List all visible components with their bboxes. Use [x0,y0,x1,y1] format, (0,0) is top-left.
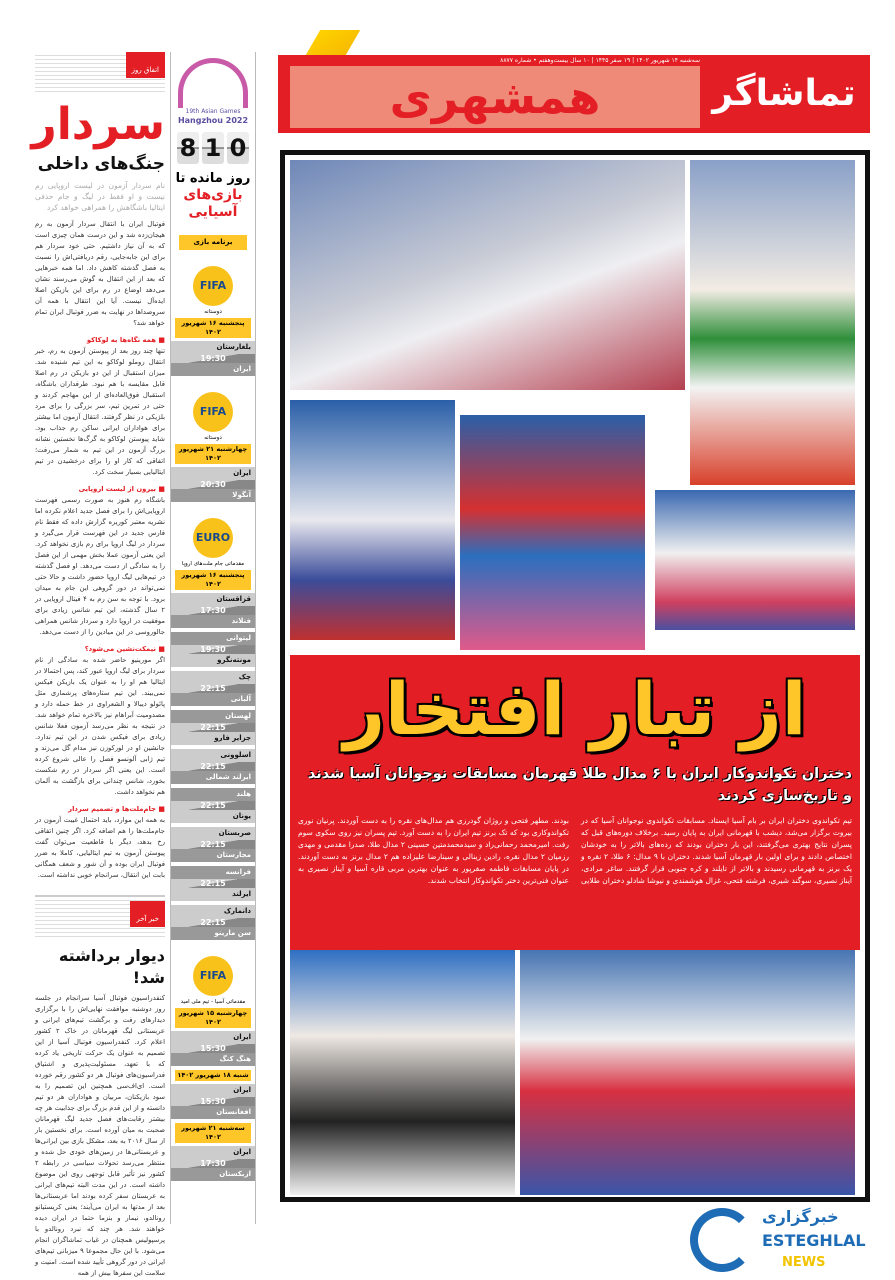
away-team: سن مارینو [171,927,255,940]
match-time: 17:30 [171,1159,255,1168]
dateline: سه‌شنبه ۱۴ شهریور ۱۴۰۲ | ۱۹ صفر ۱۴۴۵ | ۱۰ سال بیست‌وهفتم • شماره ۸۸۷۷ [500,57,700,64]
match-item [171,1031,255,1066]
away-team: مجارستان [171,849,255,862]
match-item [171,1146,255,1181]
away-team: ایران [171,363,255,376]
article-intro: فوتبال ایران با انتقال سردار آزمون به رم هیجان‌زده شد و این درست همان چیزی است که به آن نیاز داشتیم. حتی خود سردار هم برای این جابه‌جایی، رقم دریافتی‌اش را نسبت به فصل گذشته کاهش داد. اما همه خبرهایی که بعد از این انتقال به گوش می‌رسند نشان می‌دهد اوضاع در رم برای این بازیکن اصلا ایده‌آل نیست. آیا این انتقال با همه آن سروصداها در نهایت به ضرر فوتبال ایران تمام خواهد شد؟ [35,220,165,327]
match-date: شنبه ۱۸ شهریور ۱۴۰۲ [175,1070,251,1081]
match-item [171,788,255,823]
photo-team [290,160,685,390]
match-date: پنجشنبه ۱۶ شهریور ۱۴۰۲ [175,570,251,590]
away-team: ایرلند [171,888,255,901]
program-label: برنامه بازی [179,235,247,250]
countdown-line1: روز مانده تا [175,171,251,186]
digit: 0 [227,132,249,164]
match-time: 17:30 [171,606,255,615]
article-subtitle: جنگ‌های داخلی [37,154,165,174]
away-team: جزایر فارو [171,732,255,745]
match-date: چهارشنبه ۲۱ شهریور ۱۴۰۲ [175,444,251,464]
ball-icon [690,1208,754,1272]
match-time: 22:15 [171,684,255,693]
newspaper-logo: همشهری [290,66,700,128]
kicker-bar [35,52,165,92]
photo-flag [690,160,855,485]
home-team: صربستان [171,827,255,840]
match-date: چهارشنبه ۱۵ شهریور ۱۴۰۲ [175,1008,251,1028]
home-team: چک [171,671,255,684]
away-team: ایرلند شمالی [171,771,255,784]
home-team: فرانسه [171,866,255,879]
photo-celebration [290,400,455,640]
competition-logo: FIFA [193,392,233,432]
home-team: ایران [171,1031,255,1044]
section-body: به همه این موارد، باید احتمال غیبت آزمون در جام‌ملت‌ها را هم اضافه کرد. اگر چنین اتفاقی رخ بدهد، دیگر با قاطعیت می‌توان گفت پیوستن آزمون به تیم ایتالیایی، کاملا به ضرر فوتبال ایران بوده و آن شور و شعف همگانی بابت این انتقال، سرانجام خوبی نداشته است. [35,816,165,879]
kicker-bar-2 [35,895,165,939]
asian-games-logo [178,58,248,108]
digit: 1 [202,132,224,164]
headline: از تبار افتخار [343,667,807,751]
photo-handshake [655,490,855,630]
away-team: افغانستان [171,1106,255,1119]
match-time: 22:15 [171,879,255,888]
match-item [171,593,255,628]
subheadline: دختران تکواندوکار ایران با ۶ مدال طلا قهرمان مسابقات نوجوانان آسیا شدند و تاریخ‌سازی کردند [307,766,852,804]
countdown-digits [171,132,255,164]
home-team: هلند [171,788,255,801]
match-item [171,905,255,940]
match-time: 22:15 [171,801,255,810]
away-team: ازبکستان [171,1168,255,1181]
away-team: آلبانی [171,693,255,706]
home-team: بلغارستان [171,341,255,354]
home-team: قزاقستان [171,593,255,606]
brand-logo: تماشاگر [712,73,856,114]
schedule-column [170,52,256,1224]
match-item [171,749,255,784]
home-team: ایران [171,1084,255,1097]
match-time: 19:30 [171,645,255,654]
left-column [31,52,165,1279]
watermark-news: NEWS [782,1255,826,1270]
match-item [171,1084,255,1119]
match-item [171,467,255,502]
main-lede: تیم تکواندوی دختران ایران بر بام آسیا ایستاد. مسابقات تکواندوی نوجوانان آسیا که در بیروت برگزار می‌شد، دیشب با قهرمانی ایران به پایان رسید. برخلاف دوره‌های قبل که پسران نتایج بهتری می‌گرفتند، این بار دختران بودند که رده‌های بالاتر را به خودشان اختصاص دادند و برای اولین بار قهرمان آسیا شدند. دختران با ۹ مدال: ۶ طلا، ۲ نقره و یک برنز به قهرمانی رسیدند و بالاتر از تایلند و کره جنوبی قرار گرفتند. ساغر مرادی، آیناز نصیری، سوگند شیری، فرشته فتحی، غزال هوشمندی و نیوشا شادلو دختران طلایی بودند. مطهر فتحی و روژان گودرزی هم مدال‌های نقره را به دست آوردند. پرنیان نوری تکواندوکاری بود که تک برنز تیم ایران را به دست آورد. تیم پسران نیز روی سکوی سوم رفت. امیرمحمد رحمانی‌راد و سیدمحمدمتین حسینی ۲ مدال طلا، صدرا مقدمی و مهدی رزمیان ۲ مدال نقره، رادین زینالی و سینارضا علیزاده هم ۲ مدال برنز به دست آوردند. در پایان مسابقات فاطمه صفرپور به عنوان بهترین مربی قاره آسیا و آیناز نصیری به عنوان فنی‌ترین دختر تکواندوکار انتخاب شدند. [298,816,852,885]
section-head: ■ جام‌ملت‌ها و تصمیم سردار [35,804,165,815]
home-team: لیتوانی [171,632,255,645]
competition-title: دوستانه [204,309,222,315]
section-head: ■ بیرون از لیست اروپایی [35,484,165,495]
home-team: ایران [171,467,255,480]
competition-title: مقدماتی جام ملت‌های اروپا [181,561,245,567]
away-team: هنگ کنگ [171,1053,255,1066]
asian-games-label: 19th Asian Games Hangzhou 2022 [177,108,249,125]
match-item [171,632,255,667]
section-head: ■ همه نگاه‌ها به لوکاکو [35,335,165,346]
countdown-line2: بازی‌های آسیایی [183,187,243,220]
competition-title: مقدماتی آسیا - تیم ملی امید [180,999,246,1005]
match-time: 19:30 [171,354,255,363]
photo-hug [460,415,645,650]
home-team: لهستان [171,710,255,723]
match-time: 22:15 [171,840,255,849]
watermark-logo [690,1206,870,1276]
watermark-en: ESTEGHLAL [762,1231,866,1250]
match-date: پنجشنبه ۱۶ شهریور ۱۴۰۲ [175,318,251,338]
digit: 8 [177,132,199,164]
home-team: دانمارک [171,905,255,918]
competition-logo: FIFA [193,956,233,996]
match-item [171,341,255,376]
kicker: اتفاق روز [126,52,165,78]
masthead [278,55,870,133]
match-time: 20:30 [171,480,255,489]
match-time: 22:15 [171,723,255,732]
section-body: اگر مورینیو حاضر شده به سادگی از نام سردار برای لیگ اروپا عبور کند، پس احتمالا در ایتالیا هم او را به عنوان یک بازیکن فیکس نمی‌بیند. این تیم ستاره‌های پرشماری مثل پائولو دیبالا و الشعراوی در خط حمله دارد و مصدومیت آبراهام نیز بالاخره تمام خواهد شد. در نتیجه به نظر می‌رسد آزمون فعلا شانس زیادی برای فیکس شدن در این تیم ندارد. جانشین او در لورکوزن نیز مدام گل می‌زند و تیم ژابی آلونسو فصل را عالی شروع کرده است. این یعنی اگر سردار در رم شکست بخورد، شانس چندانی برای بازگشت به آلمان هم نخواهد داشت. [35,656,165,796]
competition-title: دوستانه [204,435,222,441]
home-team: ایران [171,1146,255,1159]
match-time: 15:30 [171,1044,255,1053]
watermark-fa: خبرگزاری [762,1207,839,1226]
home-team: اسلوونی [171,749,255,762]
article-lede: نام سردار آزمون در لیست اروپایی رم نیست و او فقط در لیگ و جام حذفی ایتالیا باشگاهش را همراهی خواهد کرد [35,181,165,212]
match-date: سه‌شنبه ۲۱ شهریور ۱۴۰۲ [175,1123,251,1143]
away-team: مونته‌نگرو [171,654,255,667]
kicker-2: خبر آخر [130,901,165,927]
away-team: آنگولا [171,489,255,502]
photo-winner [520,935,855,1195]
match-item [171,710,255,745]
competition-logo: FIFA [193,266,233,306]
article-title: سردار [31,99,165,150]
section-body: باشگاه رم هنوز به صورت رسمی فهرست اروپایی‌اش را برای فصل جدید اعلام نکرده اما نشریه معتبر کوریره گزارش داده که فقط نام فارس جدید در این فهرست قرار می‌گیرد و سردار در لیگ اروپا برای رم بازی نخواهد کرد. این یعنی آزمون عملا بخش مهمی از این فصل را به سادگی از دست می‌دهد. او فصل گذشته در تیم‌هایی لیگ اروپا حضور داشت و حالا حتی نمی‌تواند در دور گروهی این جام به میدان برود. با توجه به سن رم به ۴ فینال اروپایی در ۲ سال گذشته، این تیم شانس زیادی برای موفقیت در اروپا دارد و سردار شانس همراهی جالوروسی در این میادین را از دست می‌دهد. [35,496,165,636]
section-body: تنها چند روز بعد از پیوستن آزمون به رم، خبر انتقال روملو لوکاکو به این تیم شنیده شد. میزان استقبال از این دو بازیکن در رم اصلا قابل مقایسه با هم نبود. طرفداران باشگاه، استقبال فوق‌العاده‌ای از این مهاجم کردند و حتی در تمرین تیم، سر بزرگی را برای مرد بلژیکی در نظر گرفتند. انتقال آزمون اما بیشتر برای هواداران ایرانی ساکن رم جذاب بود. شاید پیوستن لوکاکو به گرگ‌ها نخستین نشانه بزرگ آزمون در این تیم به شمار می‌رفت؛ اتفاقی که کار او را برای درخشیدن در تیم ایتالیایی بسیار سخت کرد. [35,347,165,476]
match-time: 15:30 [171,1097,255,1106]
match-item [171,827,255,862]
away-team: یونان [171,810,255,823]
away-team: فنلاند [171,615,255,628]
headline-banner [290,655,860,950]
article2-body: کنفدراسیون فوتبال آسیا سرانجام در جلسه روز دوشنبه موافقت نهایی‌اش را با برگزاری دیدارهای رفت و برگشت تیم‌های ایرانی و عربستانی لیگ قهرمانان در خاک ۲ کشور اعلام کرد. کنفدراسیون فوتبال آسیا از این تصمیم به عنوان یک حرکت تاریخی یاد کرده که با تعهد، مسئولیت‌پذیری و اشتیاق فدراسیون‌های فوتبال هر دو کشور رقم خورده است. ای‌اف‌سی همچنین این تصمیم را به سود بازیکنان، مربیان و هواداران هر دو تیم دانسته و از این قدم بزرگ برای جذابیت هر چه بیشتر رقابت‌های فصل جدید لیگ قهرمانان صحبت به میان آورده است. برای نخستین بار از سال ۲۰۱۶ به بعد، مشکل بازی بین ایرانی‌ها و عربستانی‌ها در زمین‌های خودی حل شده و منتظر می‌رسد تحولات سیاسی در رابطه ۲ کشور نیز تأثیر قابل توجهی روی این موضوع داشته است. در این مدت البته تیم‌های ایرانی به عربستان سفر کرده بودند اما عربستانی‌ها بعد از مدتها به ایران می‌آیند؛ یعنی کریستیانو رونالدو، نیمار و بنزما حتما در ایران دیده خواهند شد. هر چند که نبرد رونالدو با پرسپولیس همچنان در غیاب تماشاگران انجام می‌شود. با این حال مجموعا ۹ میزبانی تیم‌های ایرانی در دور گروهی تأیید شده است. امنیت و سلامت این سفرها بیش از همه [35,994,165,1277]
match-time: 22:15 [171,918,255,927]
match-time: 22:15 [171,762,255,771]
article2-title: دیوار برداشته شد! [58,946,165,987]
match-item [171,866,255,901]
photo-medalists [290,950,515,1195]
match-item [171,671,255,706]
competition-logo: EURO [193,518,233,558]
section-head: ■ نیمکت‌نشین می‌شود؟ [35,644,165,655]
